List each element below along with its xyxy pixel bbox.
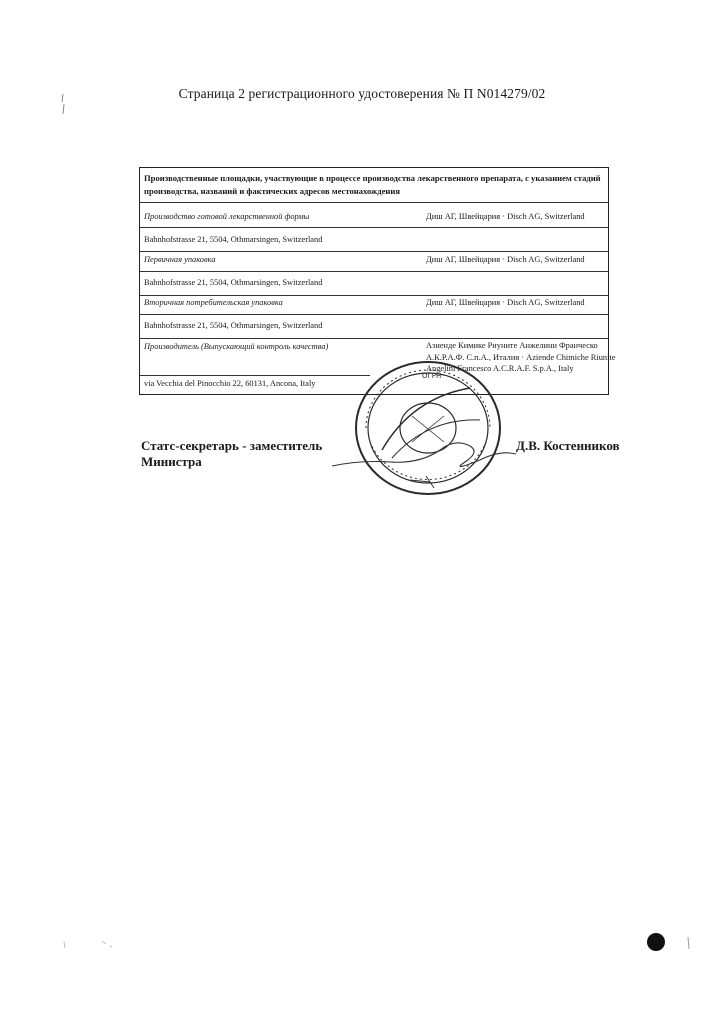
divider xyxy=(140,202,608,203)
divider xyxy=(140,295,608,296)
scan-artifact xyxy=(62,938,122,952)
table-header: Производственные площадки, участвующие в процессе производства лекарственного препарата, с указанием стадий производства, названий и фактических адресов местонахождения xyxy=(144,173,601,196)
divider xyxy=(140,251,608,252)
divider xyxy=(140,375,370,376)
divider xyxy=(140,338,608,339)
divider xyxy=(140,227,608,228)
scan-artifact xyxy=(684,935,694,951)
handwritten-signature xyxy=(330,420,520,490)
row-value-primary-packaging: Диш АГ, Швейцария · Disch AG, Switzerland xyxy=(426,255,585,264)
row-address-secondary-packaging: Bahnhofstrasse 21, 5504, Othmarsingen, Switzerland xyxy=(144,321,323,330)
row-label-manufacturer: Производитель (Выпускающий контроль качества) xyxy=(144,342,329,351)
row-address-production: Bahnhofstrasse 21, 5504, Othmarsingen, Switzerland xyxy=(144,235,323,244)
row-value-secondary-packaging: Диш АГ, Швейцария · Disch AG, Switzerland xyxy=(426,298,585,307)
signatory-role xyxy=(141,438,322,470)
divider xyxy=(140,271,608,272)
scan-artifact xyxy=(58,92,68,116)
signatory-name: Д.В. Костенников xyxy=(516,438,620,453)
divider xyxy=(140,314,608,315)
row-label-production: Производство готовой лекарственной формы xyxy=(144,212,310,221)
manufacturer-line: Азиенде Кимике Риуните Анжелини Франческо xyxy=(426,341,598,350)
signatory-role-line: Министра xyxy=(141,454,202,469)
signatory-role-line: Статс-секретарь - заместитель xyxy=(141,438,323,453)
row-address-manufacturer: via Vecchia del Pinocchio 22, 60131, Ancona, Italy xyxy=(144,379,316,388)
manufacturer-line: А.К.Р.А.Ф. С.п.А., Италия · Aziende Chimiche Riunite xyxy=(426,352,616,362)
svg-text:ОГРН: ОГРН xyxy=(422,372,442,380)
page-title: Страница 2 регистрационного удостоверения № П N014279/02 xyxy=(178,86,546,101)
row-value-production: Диш АГ, Швейцария · Disch AG, Switzerland xyxy=(426,212,585,221)
scan-dot xyxy=(647,933,665,951)
row-label-secondary-packaging: Вторичная потребительская упаковка xyxy=(144,298,283,307)
row-label-primary-packaging: Первичная упаковка xyxy=(144,255,216,264)
manufacturer-line: Angelini Francesco A.C.R.A.F. S.p.A., Italy xyxy=(426,364,574,373)
row-address-primary-packaging: Bahnhofstrasse 21, 5504, Othmarsingen, Switzerland xyxy=(144,278,323,287)
